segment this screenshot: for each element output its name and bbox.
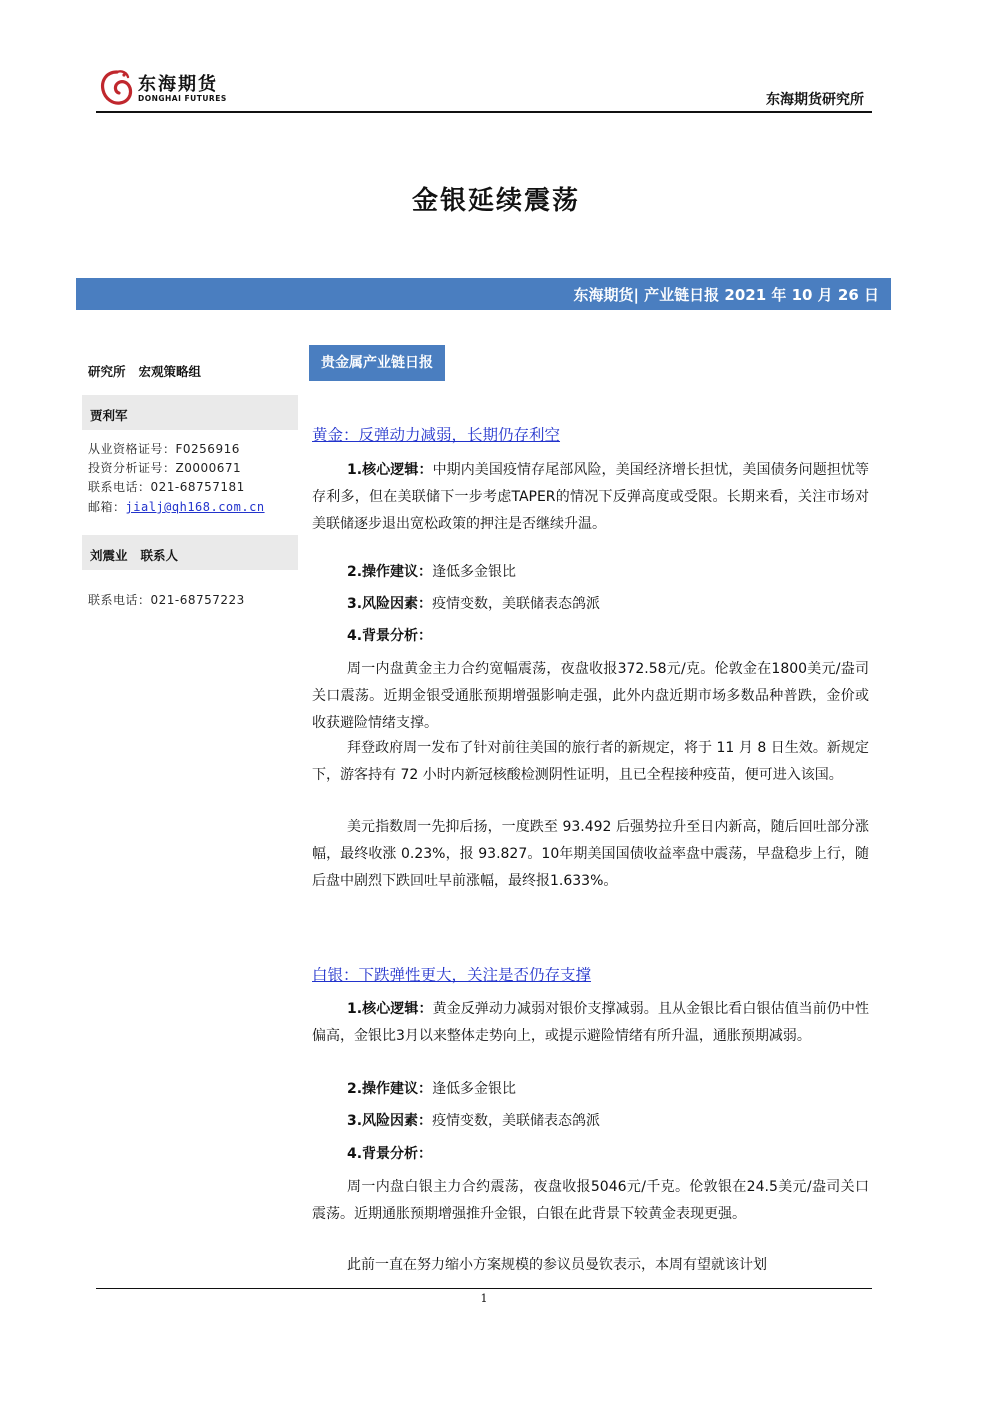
dragon-logo-icon (98, 68, 136, 108)
gold-background-p1: 周一内盘黄金主力合约宽幅震荡，夜盘收报372.58元/克。伦敦金在1800美元/盎司关口震荡。近期金银受通胀预期增强影响走强，此外内盘近期市场多数品种普跌，金价或收获避险情绪支撑。 (312, 661, 869, 731)
section-tag (309, 345, 445, 381)
gold-advice-label: 2.操作建议： (347, 564, 433, 580)
document-title: 金银延续震荡 (411, 186, 580, 216)
gold-core-logic-text: 中期内美国疫情存尾部风险，美国经济增长担忧，美国债务问题担忧等存利多，但在美联储下一步考虑TAPER的情况下反弹高度或受限。长期来看，关注市场对美联储逐步退出宽松政策的押注是否继续升温。 (312, 462, 870, 532)
gold-background-p2: 拜登政府周一发布了针对前往美国的旅行者的新规定，将于 11 月 8 日生效。新规定下，游客持有 72 小时内新冠核酸检测阴性证明，且已全程接种疫苗，便可进入该国。 (312, 740, 869, 783)
analyst-1-email-link[interactable]: jialj@qh168.com.cn (125, 500, 265, 514)
institute-name: 东海期货研究所 (766, 92, 864, 108)
analyst-1-name: 贾利军 (90, 408, 128, 423)
sidebar-org: 研究所 宏观策略组 (88, 364, 202, 379)
analyst-1-phone: 联系电话：021-68757181 (88, 480, 245, 494)
report-banner (76, 278, 891, 310)
gold-advice (312, 559, 869, 586)
analyst-1-investment-cert: 投资分析证号：Z0000671 (88, 461, 242, 475)
header-divider (96, 111, 872, 113)
company-logo (98, 68, 238, 112)
logo-english-name: DONGHAI FUTURES (138, 94, 227, 103)
silver-core-logic-label: 1.核心逻辑： (347, 1001, 433, 1017)
gold-risk-label: 3.风险因素： (347, 596, 433, 612)
gold-heading-link[interactable]: 黄金：反弹动力减弱，长期仍存利空 (312, 426, 561, 444)
analyst-2-phone: 联系电话：021-68757223 (88, 593, 245, 607)
analyst-1-box (82, 395, 298, 430)
silver-background-label: 4.背景分析： (347, 1146, 433, 1162)
silver-advice (312, 1076, 869, 1103)
gold-background-label: 4.背景分析： (347, 628, 433, 644)
silver-background-p1: 周一内盘白银主力合约震荡，夜盘收报5046元/千克。伦敦银在24.5美元/盎司关口震荡。近期通胀预期增强推升金银，白银在此背景下较黄金表现更强。 (312, 1179, 869, 1222)
silver-core-logic-text: 黄金反弹动力减弱对银价支撑减弱。且从金银比看白银估值当前仍中性偏高，金银比3月以来整体走势向上，或提示避险情绪有所升温，通胀预期减弱。 (312, 1001, 870, 1044)
gold-risk (312, 591, 869, 618)
footer-divider (96, 1288, 872, 1289)
banner-text: 东海期货| 产业链日报 2021 年 10 月 26 日 (573, 286, 879, 304)
gold-risk-text: 疫情变数，美联储表态鸽派 (432, 596, 601, 612)
silver-background-p2: 此前一直在努力缩小方案规模的参议员曼钦表示，本周有望就该计划 (347, 1257, 767, 1273)
logo-chinese-name: 东海期货 (138, 74, 218, 95)
gold-background-title (312, 623, 869, 650)
silver-advice-text: 逢低多金银比 (432, 1081, 517, 1097)
analyst-1-email-row (88, 498, 265, 515)
analyst-2-box (82, 535, 298, 570)
silver-heading-link[interactable]: 白银：下跌弹性更大，关注是否仍存支撑 (312, 966, 592, 984)
silver-risk-text: 疫情变数，美联储表态鸽派 (432, 1113, 601, 1129)
gold-background-p3: 美元指数周一先抑后扬，一度跌至 93.492 后强势拉升至日内新高，随后回吐部分涨幅，最终收涨 0.23%，报 93.827。10年期美国国债收益率盘中震荡，早盘稳步上行，随后盘中剧烈下跌回吐早前涨幅，最终报1.633%。 (312, 819, 869, 889)
gold-core-logic (312, 457, 869, 538)
section-tag-label: 贵金属产业链日报 (321, 355, 433, 371)
silver-advice-label: 2.操作建议： (347, 1081, 433, 1097)
silver-core-logic (312, 996, 869, 1050)
silver-risk (312, 1108, 869, 1135)
silver-risk-label: 3.风险因素： (347, 1113, 433, 1129)
silver-background-title (312, 1141, 869, 1168)
analyst-1-qualification: 从业资格证号：F0256916 (88, 442, 240, 456)
analyst-2-name: 刘震业 联系人 (90, 548, 179, 563)
email-label: 邮箱： (88, 500, 126, 514)
gold-advice-text: 逢低多金银比 (432, 564, 517, 580)
page-number: 1 (480, 1292, 488, 1305)
gold-core-logic-label: 1.核心逻辑： (347, 462, 433, 478)
